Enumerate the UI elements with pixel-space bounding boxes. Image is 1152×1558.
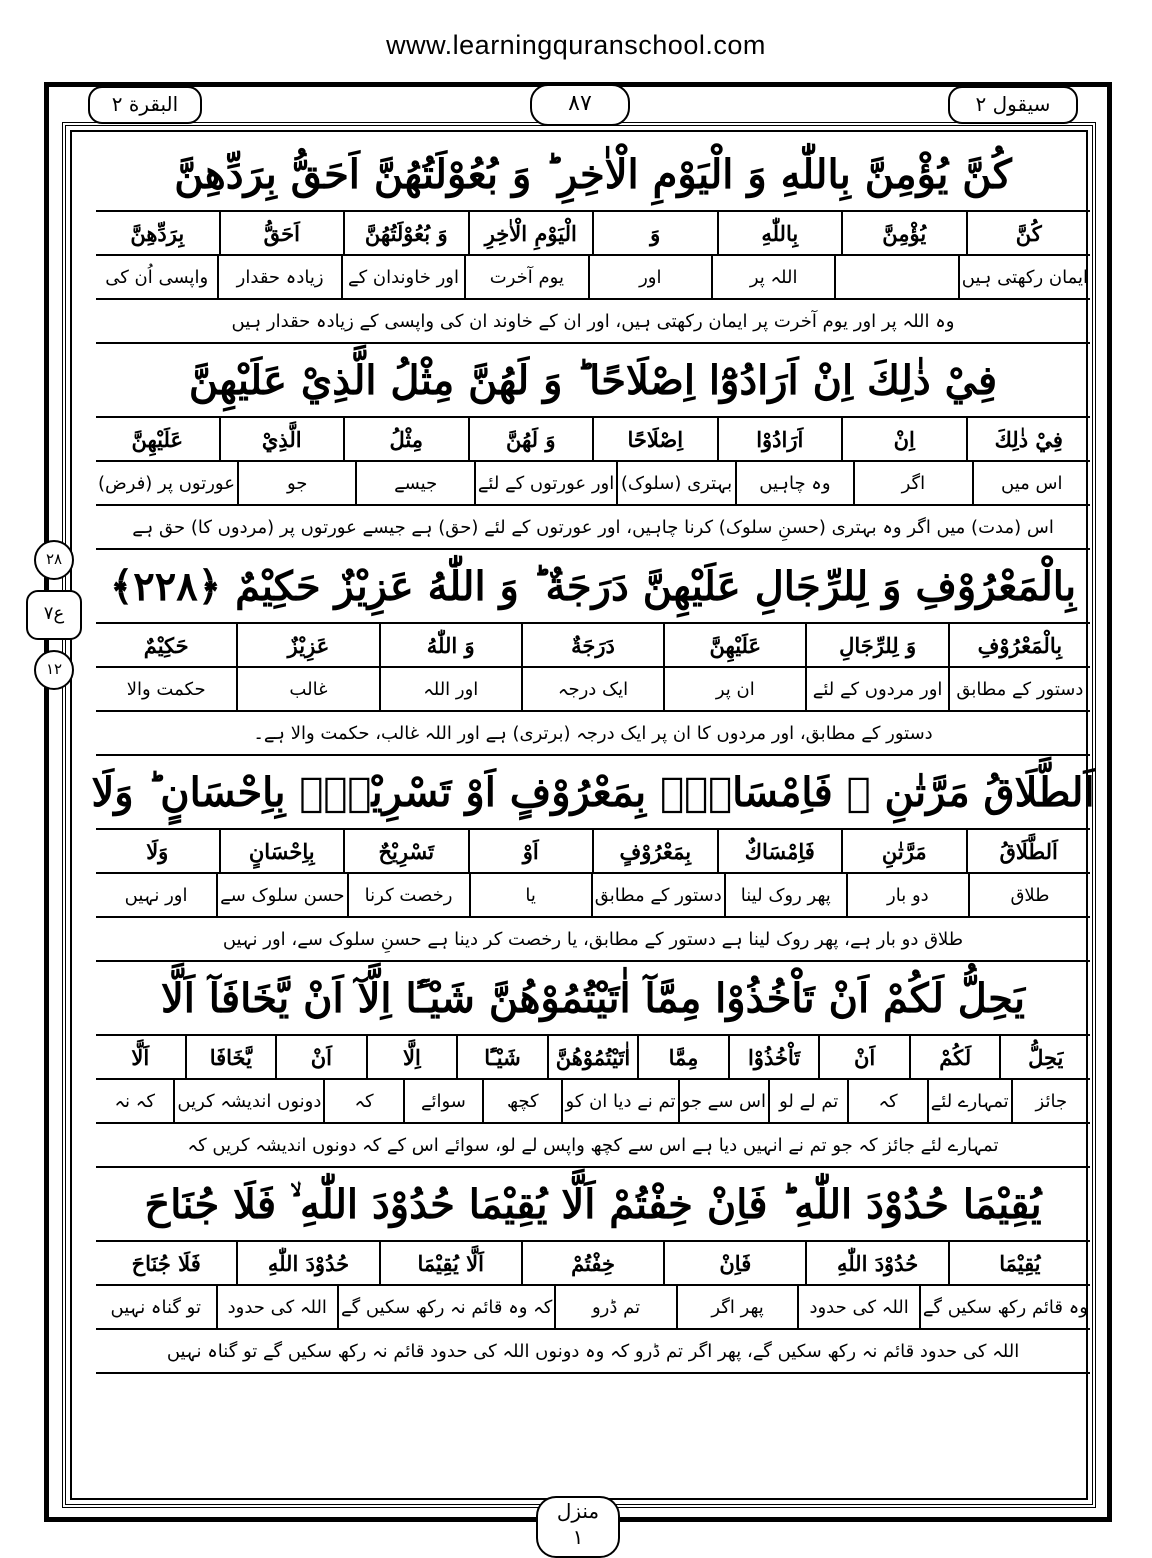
meaning-row	[96, 462, 1090, 506]
arabic-word: بِاِحْسَانٍ	[219, 830, 344, 872]
urdu-meaning: دو بار	[846, 874, 968, 916]
urdu-meaning: تم نے دیا ان کو	[561, 1080, 677, 1122]
arabic-word: اَلَّا يُقِيْمَا	[379, 1242, 521, 1284]
urdu-meaning: ایمان رکھتی ہیں	[958, 256, 1090, 298]
arabic-word: الْيَوْمِ الْاٰخِرِ	[468, 212, 593, 254]
translation-line: طلاق دو بار ہے، پھر روک لینا ہے دستور کے مطابق، یا رخصت کر دینا ہے حسنِ سلوک سے، اور نہیں	[96, 918, 1090, 962]
meaning-row	[96, 668, 1090, 712]
translation-line: اس (مدت) میں اگر وہ بہتری (حسنِ سلوک) کرنا چاہیں، اور عورتوں کے لئے (حق) ہے جیسے عورتوں پر (مردوں کا) حق ہے	[96, 506, 1090, 550]
arabic-word: اَنْ	[818, 1036, 909, 1078]
arabic-word: دَرَجَةٌ	[521, 624, 663, 666]
word-row	[96, 212, 1090, 256]
urdu-meaning: حکمت والا	[126, 678, 206, 700]
urdu-meaning	[834, 256, 957, 298]
urdu-meaning: رخصت کرنا	[347, 874, 469, 916]
urdu-meaning: اور مردوں کے لئے	[805, 668, 947, 710]
urdu-meaning: وہ قائم رکھ سکیں گے	[919, 1286, 1090, 1328]
urdu-meaning: اس میں	[972, 462, 1090, 504]
arabic-word: اَنْ	[275, 1036, 366, 1078]
urdu-meaning: دستور کے مطابق	[591, 874, 724, 916]
arabic-word: اَلَّا	[131, 1044, 150, 1070]
arabic-word: فَاِمْسَاكٌ	[717, 830, 842, 872]
side-marker-bottom: ١٢	[34, 650, 74, 690]
para-name: سیقول ٢	[948, 86, 1078, 124]
arabic-word: وَ لِلرِّجَالِ	[805, 624, 947, 666]
surah-name: البقرة ٢	[88, 86, 202, 124]
urdu-meaning: طلاق	[968, 874, 1090, 916]
arabic-word: عَلَيْهِنَّ	[663, 624, 805, 666]
urdu-meaning: زیادہ حقدار	[217, 256, 340, 298]
arabic-word: اَوْ	[468, 830, 593, 872]
urdu-meaning: بہتری (سلوک)	[616, 462, 734, 504]
urdu-meaning: کہ نہ	[114, 1090, 155, 1112]
ayah-line: بِالْمَعْرُوْفِ وَ لِلرِّجَالِ عَلَيْهِنَّ دَرَجَةٌ ؕ وَ اللّٰهُ عَزِيْزٌ حَكِيْمٌ ﴿۲۲۸﴾	[96, 550, 1090, 624]
urdu-meaning: تم لے لو	[768, 1080, 847, 1122]
manzil-label: منزل	[556, 1499, 600, 1523]
word-row	[96, 830, 1090, 874]
urdu-meaning: جائز	[1011, 1080, 1090, 1122]
arabic-word: اِلَّا	[366, 1036, 457, 1078]
meaning-row	[96, 874, 1090, 918]
arabic-word: وَ بُعُوْلَتُهُنَّ	[343, 212, 468, 254]
arabic-word: اَلطَّلَاقُ	[966, 830, 1091, 872]
word-row	[96, 624, 1090, 668]
urdu-meaning: اور خاوندان کے	[341, 256, 464, 298]
arabic-word: لَكُمْ	[909, 1036, 1000, 1078]
meaning-row	[96, 1286, 1090, 1330]
arabic-word: اَحَقُّ	[219, 212, 344, 254]
arabic-word: وَ	[592, 212, 717, 254]
urdu-meaning: اور نہیں	[124, 884, 188, 906]
urdu-meaning: کہ وہ قائم نہ رکھ سکیں گے	[337, 1286, 554, 1328]
urdu-meaning: دستور کے مطابق	[948, 668, 1090, 710]
urdu-meaning: جیسے	[355, 462, 473, 504]
side-marker-top: ٢٨	[34, 540, 74, 580]
ayah-line: فِيْ ذٰلِكَ اِنْ اَرَادُوْٓا اِصْلَاحًا ؕ وَ لَهُنَّ مِثْلُ الَّذِيْ عَلَيْهِنَّ	[96, 344, 1090, 418]
arabic-word: عَزِيْزٌ	[236, 624, 378, 666]
urdu-meaning: اللہ پر	[711, 256, 834, 298]
arabic-word: اَرَادُوْا	[717, 418, 842, 460]
urdu-meaning: ایک درجہ	[521, 668, 663, 710]
arabic-word: يُقِيْمَا	[948, 1242, 1090, 1284]
urdu-meaning: تمہارے لئے	[927, 1080, 1011, 1122]
ayah-line: يَحِلُّ لَكُمْ اَنْ تَاْخُذُوْا مِمَّآ اٰتَيْتُمُوْهُنَّ شَيْـًٔا اِلَّآ اَنْ يَّخَافَآ اَلَّا	[96, 962, 1090, 1036]
arabic-word: بِرَدِّهِنَّ	[130, 220, 185, 246]
arabic-word: وَ لَهُنَّ	[468, 418, 593, 460]
ayah-line: اَلطَّلَاقُ مَرَّتٰنِ ۪ فَاِمْسَاكٌۢ بِمَعْرُوْفٍ اَوْ تَسْرِيْحٌۢ بِاِحْسَانٍ ؕ وَلَا	[96, 756, 1090, 830]
urdu-meaning: کہ	[847, 1080, 926, 1122]
manzil-number: ١	[572, 1525, 584, 1549]
arabic-word: حُدُوْدَ اللّٰهِ	[236, 1242, 378, 1284]
urdu-meaning: واپسی اُن کی	[105, 266, 209, 288]
urdu-meaning: پھر اگر	[676, 1286, 798, 1328]
urdu-meaning: تو گناہ نہیں	[110, 1296, 201, 1318]
page-number: ٨٧	[530, 84, 630, 126]
arabic-word: كُنَّ	[966, 212, 1091, 254]
ayah-line: كُنَّ يُؤْمِنَّ بِاللّٰهِ وَ الْيَوْمِ الْاٰخِرِ ؕ وَ بُعُوْلَتُهُنَّ اَحَقُّ بِرَدِّهِنَّ	[96, 138, 1090, 212]
side-marker-ruku: ع٧	[26, 590, 82, 640]
arabic-word: مِمَّا	[637, 1036, 728, 1078]
arabic-word: بِمَعْرُوْفٍ	[592, 830, 717, 872]
urdu-meaning: اللہ کی حدود	[797, 1286, 919, 1328]
arabic-word: مَرَّتٰنِ	[841, 830, 966, 872]
urdu-meaning: عورتوں پر (فرض)	[97, 472, 235, 494]
urdu-meaning: پھر روک لینا	[724, 874, 846, 916]
arabic-word: بِالْمَعْرُوْفِ	[948, 624, 1090, 666]
arabic-word: يَّخَافَا	[185, 1036, 276, 1078]
urdu-meaning: اور عورتوں کے لئے	[474, 462, 616, 504]
word-row	[96, 1242, 1090, 1286]
urdu-meaning: غالب	[236, 668, 378, 710]
word-row	[96, 1036, 1090, 1080]
arabic-word: تَسْرِيْحٌ	[343, 830, 468, 872]
urdu-meaning: اللہ کی حدود	[216, 1286, 338, 1328]
urdu-meaning: وہ چاہیں	[735, 462, 853, 504]
arabic-word: الَّذِيْ	[219, 418, 344, 460]
meaning-row	[96, 1080, 1090, 1124]
arabic-word: تَاْخُذُوْا	[728, 1036, 819, 1078]
urdu-meaning: کہ	[323, 1080, 402, 1122]
translation-line: وہ اللہ پر اور یوم آخرت پر ایمان رکھتی ہیں، اور ان کے خاوند ان کی واپسی کے زیادہ حقدار ہیں	[96, 300, 1090, 344]
arabic-word: اٰتَيْتُمُوْهُنَّ	[547, 1036, 638, 1078]
urdu-meaning: کچھ	[482, 1080, 561, 1122]
manzil-badge	[536, 1496, 620, 1558]
arabic-word: اِنْ	[841, 418, 966, 460]
urdu-meaning: دونوں اندیشہ کریں	[173, 1080, 323, 1122]
arabic-word: حُدُوْدَ اللّٰهِ	[805, 1242, 947, 1284]
urdu-meaning: جو	[237, 462, 355, 504]
arabic-word: بِاللّٰهِ	[717, 212, 842, 254]
urdu-meaning: اس سے جو	[678, 1080, 768, 1122]
arabic-word: يَحِلُّ	[999, 1036, 1090, 1078]
arabic-word: حَكِيْمٌ	[143, 632, 189, 658]
translation-line: دستور کے مطابق، اور مردوں کا ان پر ایک درجہ (برتری) ہے اور اللہ غالب، حکمت والا ہے۔	[96, 712, 1090, 756]
urdu-meaning: ان پر	[663, 668, 805, 710]
meaning-row	[96, 256, 1090, 300]
site-url: www.learningquranschool.com	[386, 30, 766, 60]
translation-line: تمہارے لئے جائز کہ جو تم نے انہیں دیا ہے اس سے کچھ واپس لے لو، سوائے اس کے کہ دونوں اندیشہ کریں کہ	[96, 1124, 1090, 1168]
word-row	[96, 418, 1090, 462]
arabic-word: يُؤْمِنَّ	[841, 212, 966, 254]
arabic-word: وَلَا	[146, 838, 169, 864]
urdu-meaning: سوائے	[403, 1080, 482, 1122]
urdu-meaning: اگر	[853, 462, 971, 504]
arabic-word: شَيْـًٔا	[456, 1036, 547, 1078]
urdu-meaning: اور	[588, 256, 711, 298]
arabic-word: فَلَا جُنَاحَ	[131, 1250, 201, 1276]
arabic-word: وَ اللّٰهُ	[379, 624, 521, 666]
arabic-word: اِصْلَاحًا	[592, 418, 717, 460]
urdu-meaning: تم ڈرو	[554, 1286, 676, 1328]
urdu-meaning: یوم آخرت	[464, 256, 587, 298]
arabic-word: فِيْ ذٰلِكَ	[966, 418, 1091, 460]
arabic-word: مِثْلُ	[343, 418, 468, 460]
arabic-word: فَاِنْ	[663, 1242, 805, 1284]
page-content	[91, 138, 1095, 1374]
arabic-word: عَلَيْهِنَّ	[131, 426, 183, 452]
urdu-meaning: اور اللہ	[379, 668, 521, 710]
translation-line: اللہ کی حدود قائم نہ رکھ سکیں گے، پھر اگر تم ڈرو کہ وہ دونوں اللہ کی حدود قائم نہ رکھ سکیں گے تو گناہ نہیں	[96, 1330, 1090, 1374]
urdu-meaning: حسن سلوک سے	[216, 874, 346, 916]
ayah-line: يُقِيْمَا حُدُوْدَ اللّٰهِ ؕ فَاِنْ خِفْتُمْ اَلَّا يُقِيْمَا حُدُوْدَ اللّٰهِ ۙ فَلَا جُنَاحَ	[96, 1168, 1090, 1242]
urdu-meaning: یا	[469, 874, 591, 916]
arabic-word: خِفْتُمْ	[521, 1242, 663, 1284]
